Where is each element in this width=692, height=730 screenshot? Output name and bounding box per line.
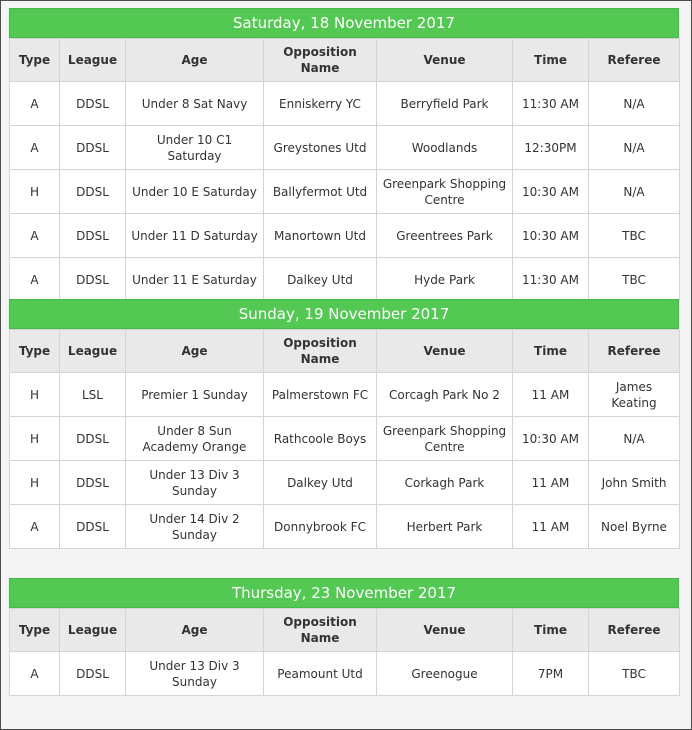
cell-league: DDSL <box>60 126 126 170</box>
fixtures-table <box>9 608 680 696</box>
cell-type: H <box>10 461 60 505</box>
cell-type: A <box>10 505 60 549</box>
fixtures-table <box>9 329 680 549</box>
cell-type: H <box>10 417 60 461</box>
cell-opposition: Rathcoole Boys <box>264 417 377 461</box>
cell-venue: Herbert Park <box>377 505 513 549</box>
cell-opposition: Peamount Utd <box>264 652 377 696</box>
column-header-referee: Referee <box>589 39 680 82</box>
cell-opposition: Enniskerry YC <box>264 82 377 126</box>
table-row <box>10 417 680 461</box>
column-header-league: League <box>60 609 126 652</box>
cell-venue: Hyde Park <box>377 258 513 302</box>
cell-referee: N/A <box>589 417 680 461</box>
cell-league: DDSL <box>60 82 126 126</box>
cell-time: 11 AM <box>513 505 589 549</box>
cell-venue: Berryfield Park <box>377 82 513 126</box>
column-header-type: Type <box>10 330 60 373</box>
cell-age: Under 13 Div 3 Sunday <box>126 652 264 696</box>
cell-referee: TBC <box>589 258 680 302</box>
day-header: Thursday, 23 November 2017 <box>9 578 679 608</box>
cell-time: 11:30 AM <box>513 258 589 302</box>
column-header-age: Age <box>126 39 264 82</box>
cell-age: Under 8 Sun Academy Orange <box>126 417 264 461</box>
cell-referee: N/A <box>589 170 680 214</box>
cell-referee: TBC <box>589 214 680 258</box>
column-header-referee: Referee <box>589 330 680 373</box>
cell-time: 11 AM <box>513 461 589 505</box>
cell-opposition: Dalkey Utd <box>264 258 377 302</box>
cell-league: LSL <box>60 373 126 417</box>
day-section-sunday <box>9 299 679 549</box>
cell-time: 10:30 AM <box>513 170 589 214</box>
column-header-venue: Venue <box>377 330 513 373</box>
column-header-age: Age <box>126 330 264 373</box>
cell-type: H <box>10 170 60 214</box>
cell-age: Under 13 Div 3 Sunday <box>126 461 264 505</box>
day-section-thursday <box>9 578 679 696</box>
table-row <box>10 214 680 258</box>
cell-league: DDSL <box>60 652 126 696</box>
cell-age: Under 10 C1 Saturday <box>126 126 264 170</box>
column-header-time: Time <box>513 39 589 82</box>
cell-opposition: Donnybrook FC <box>264 505 377 549</box>
cell-type: A <box>10 258 60 302</box>
cell-time: 10:30 AM <box>513 417 589 461</box>
column-header-venue: Venue <box>377 39 513 82</box>
cell-referee: John Smith <box>589 461 680 505</box>
day-header: Sunday, 19 November 2017 <box>9 299 679 329</box>
column-header-time: Time <box>513 609 589 652</box>
cell-league: DDSL <box>60 505 126 549</box>
cell-referee: N/A <box>589 126 680 170</box>
column-header-venue: Venue <box>377 609 513 652</box>
cell-referee: TBC <box>589 652 680 696</box>
table-row <box>10 373 680 417</box>
column-header-time: Time <box>513 330 589 373</box>
cell-type: A <box>10 126 60 170</box>
cell-league: DDSL <box>60 417 126 461</box>
column-header-opposition: Opposition Name <box>264 330 377 373</box>
cell-type: A <box>10 652 60 696</box>
table-row <box>10 170 680 214</box>
cell-age: Under 11 D Saturday <box>126 214 264 258</box>
cell-time: 11:30 AM <box>513 82 589 126</box>
cell-opposition: Ballyfermot Utd <box>264 170 377 214</box>
cell-time: 12:30PM <box>513 126 589 170</box>
column-header-opposition: Opposition Name <box>264 39 377 82</box>
cell-league: DDSL <box>60 258 126 302</box>
table-row <box>10 258 680 302</box>
cell-referee: N/A <box>589 82 680 126</box>
table-header-row <box>10 609 680 652</box>
cell-venue: Greenogue <box>377 652 513 696</box>
table-header-row <box>10 330 680 373</box>
cell-referee: James Keating <box>589 373 680 417</box>
cell-age: Under 14 Div 2 Sunday <box>126 505 264 549</box>
cell-age: Under 10 E Saturday <box>126 170 264 214</box>
cell-opposition: Manortown Utd <box>264 214 377 258</box>
day-section-saturday <box>9 8 679 302</box>
cell-league: DDSL <box>60 170 126 214</box>
table-header-row <box>10 39 680 82</box>
column-header-league: League <box>60 330 126 373</box>
column-header-league: League <box>60 39 126 82</box>
cell-type: A <box>10 214 60 258</box>
cell-age: Under 8 Sat Navy <box>126 82 264 126</box>
cell-opposition: Greystones Utd <box>264 126 377 170</box>
cell-time: 7PM <box>513 652 589 696</box>
cell-type: H <box>10 373 60 417</box>
table-row <box>10 461 680 505</box>
column-header-age: Age <box>126 609 264 652</box>
column-header-referee: Referee <box>589 609 680 652</box>
cell-opposition: Palmerstown FC <box>264 373 377 417</box>
cell-venue: Corkagh Park <box>377 461 513 505</box>
cell-venue: Woodlands <box>377 126 513 170</box>
table-row <box>10 126 680 170</box>
cell-league: DDSL <box>60 461 126 505</box>
column-header-type: Type <box>10 39 60 82</box>
column-header-type: Type <box>10 609 60 652</box>
fixtures-table <box>9 38 680 302</box>
table-row <box>10 505 680 549</box>
cell-age: Premier 1 Sunday <box>126 373 264 417</box>
cell-age: Under 11 E Saturday <box>126 258 264 302</box>
cell-venue: Greenpark Shopping Centre <box>377 170 513 214</box>
cell-venue: Greenpark Shopping Centre <box>377 417 513 461</box>
cell-time: 10:30 AM <box>513 214 589 258</box>
day-header: Saturday, 18 November 2017 <box>9 8 679 38</box>
cell-referee: Noel Byrne <box>589 505 680 549</box>
table-row <box>10 82 680 126</box>
cell-time: 11 AM <box>513 373 589 417</box>
cell-venue: Corcagh Park No 2 <box>377 373 513 417</box>
cell-venue: Greentrees Park <box>377 214 513 258</box>
column-header-opposition: Opposition Name <box>264 609 377 652</box>
cell-opposition: Dalkey Utd <box>264 461 377 505</box>
cell-league: DDSL <box>60 214 126 258</box>
cell-type: A <box>10 82 60 126</box>
table-row <box>10 652 680 696</box>
